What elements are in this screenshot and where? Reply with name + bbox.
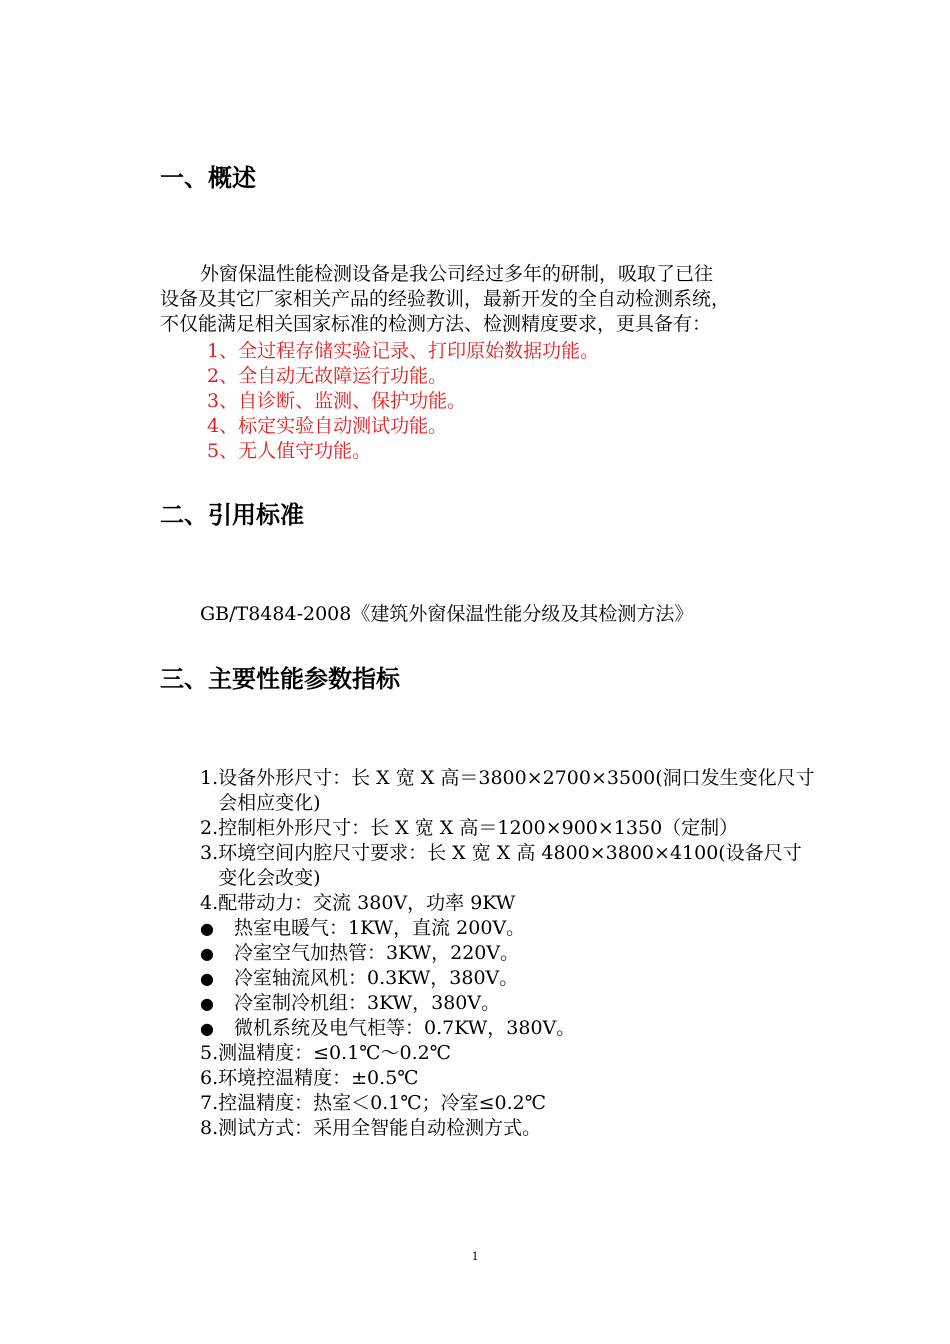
param-number: 1. bbox=[200, 767, 219, 789]
param-number: 6. bbox=[200, 1067, 219, 1089]
param-list bbox=[200, 766, 820, 1141]
bullet-icon: ● bbox=[200, 994, 214, 1013]
param-item bbox=[200, 841, 820, 891]
power-sub-text: 冷室空气加热管：3KW，220V。 bbox=[234, 942, 520, 964]
param-item bbox=[200, 766, 820, 816]
feature-item: 4、标定实验自动测试功能。 bbox=[207, 415, 448, 437]
param-number: 7. bbox=[200, 1092, 219, 1114]
param-item bbox=[200, 1091, 820, 1116]
power-sub-item bbox=[200, 941, 820, 966]
param-item bbox=[200, 891, 820, 916]
section-title-overview: 一、概述 bbox=[160, 164, 256, 192]
param-number: 2. bbox=[200, 817, 219, 839]
feature-item: 1、全过程存储实验记录、打印原始数据功能。 bbox=[207, 340, 600, 362]
feature-item: 5、无人值守功能。 bbox=[207, 440, 372, 462]
power-sub-item bbox=[200, 916, 820, 941]
param-text: 环境控温精度：±0.5℃ bbox=[218, 1067, 419, 1089]
param-text: 配带动力：交流 380V，功率 9KW bbox=[218, 892, 516, 914]
param-item bbox=[200, 816, 820, 841]
power-sub-text: 热室电暖气：1KW，直流 200V。 bbox=[234, 917, 526, 939]
feature-list bbox=[207, 339, 599, 464]
param-item bbox=[200, 1066, 820, 1091]
param-text: 测温精度：≤0.1℃～0.2℃ bbox=[218, 1042, 452, 1064]
param-text: 控制柜外形尺寸：长 X 宽 X 高＝1200×900×1350（定制） bbox=[218, 817, 739, 839]
power-sub-item bbox=[200, 966, 820, 991]
intro-line: 设备及其它厂家相关产品的经验教训，最新开发的全自动检测系统， bbox=[160, 288, 731, 310]
power-sub-text: 冷室制冷机组：3KW，380V。 bbox=[234, 992, 501, 1014]
feature-item: 3、自诊断、监测、保护功能。 bbox=[207, 390, 467, 412]
param-number: 3. bbox=[200, 842, 219, 864]
param-text: 设备外形尺寸：长 X 宽 X 高＝3800×2700×3500(洞口发生变化尺寸会相应变化) bbox=[218, 767, 815, 814]
intro-line: 外窗保温性能检测设备是我公司经过多年的研制，吸取了已往 bbox=[200, 263, 714, 285]
standard-reference: GB/T8484-2008《建筑外窗保温性能分级及其检测方法》 bbox=[200, 603, 694, 625]
param-number: 5. bbox=[200, 1042, 219, 1064]
section-title-params: 三、主要性能参数指标 bbox=[160, 665, 400, 693]
param-text: 环境空间内腔尺寸要求：长 X 宽 X 高 4800×3800×4100(设备尺寸变化会改变) bbox=[218, 842, 802, 889]
bullet-icon: ● bbox=[200, 944, 214, 963]
power-sub-item bbox=[200, 1016, 820, 1041]
bullet-icon: ● bbox=[200, 1019, 214, 1038]
param-item bbox=[200, 1041, 820, 1066]
power-sub-text: 微机系统及电气柜等：0.7KW，380V。 bbox=[234, 1017, 576, 1039]
overview-intro bbox=[160, 262, 820, 337]
intro-line: 不仅能满足相关国家标准的检测方法、检测精度要求，更具备有： bbox=[160, 313, 712, 335]
bullet-icon: ● bbox=[200, 919, 214, 938]
param-number: 4. bbox=[200, 892, 219, 914]
feature-item: 2、全自动无故障运行功能。 bbox=[207, 365, 448, 387]
param-text: 测试方式：采用全智能自动检测方式。 bbox=[218, 1117, 542, 1139]
bullet-icon: ● bbox=[200, 969, 214, 988]
power-sub-text: 冷室轴流风机：0.3KW，380V。 bbox=[234, 967, 519, 989]
power-sub-item bbox=[200, 991, 820, 1016]
section-title-standards: 二、引用标准 bbox=[160, 501, 304, 529]
page-number: 1 bbox=[471, 1248, 479, 1263]
param-item bbox=[200, 1116, 820, 1141]
param-number: 8. bbox=[200, 1117, 219, 1139]
param-text: 控温精度：热室＜0.1℃；冷室≤0.2℃ bbox=[218, 1092, 547, 1114]
